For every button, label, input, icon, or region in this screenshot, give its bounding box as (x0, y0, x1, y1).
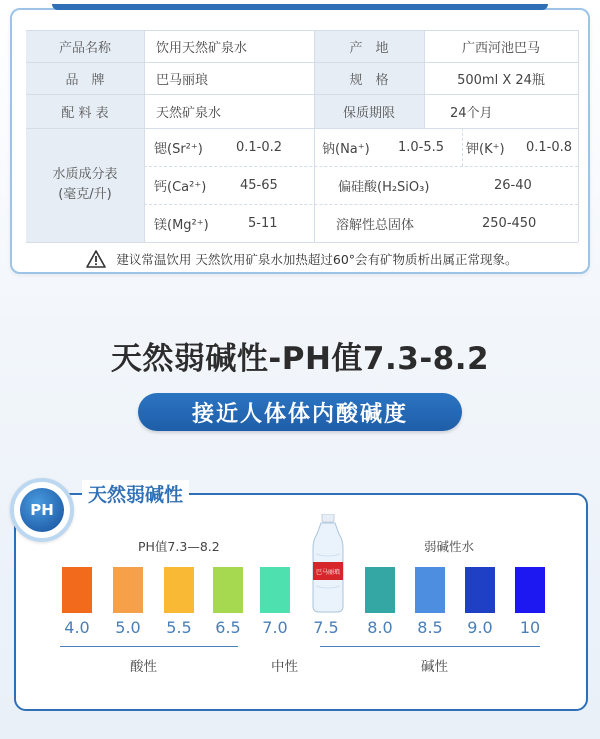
value-brand: 巴马丽琅 (156, 72, 209, 88)
ph-badge-label: PH (20, 488, 64, 532)
alkaline-range-line (320, 646, 540, 647)
mineral-name-sr: 锶(Sr²⁺) (154, 141, 203, 157)
ph-swatch (260, 567, 290, 613)
water-bottle-image (306, 514, 350, 614)
ph-swatch (62, 567, 92, 613)
mineral-value-k: 0.1-0.8 (526, 139, 573, 155)
value-product-name: 饮用天然矿泉水 (156, 40, 248, 56)
mineral-value-sr: 0.1-0.2 (236, 139, 283, 155)
section-title: 天然弱碱性 (82, 480, 189, 507)
grid-line (26, 62, 578, 63)
value-shelf-life: 24个月 (450, 105, 493, 121)
mineral-name-k: 钾(K⁺) (466, 141, 505, 157)
ph-tick-label: 6.5 (215, 618, 241, 637)
ph-tick-label: 4.0 (64, 618, 90, 637)
label-mineral-content (26, 128, 144, 242)
ph-chart-card (14, 493, 588, 711)
mineral-name-na: 钠(Na⁺) (322, 141, 370, 157)
value-ingredients: 天然矿泉水 (156, 105, 222, 121)
label-origin: 产 地 (314, 30, 424, 62)
acid-label: 酸性 (130, 659, 157, 675)
spec-table (26, 30, 578, 242)
ph-swatch (515, 567, 545, 613)
ph-swatch (113, 567, 143, 613)
ph-tick-label: 8.5 (417, 618, 443, 637)
ph-tick-label: 9.0 (467, 618, 493, 637)
ph-tick-label: 7.0 (262, 618, 288, 637)
ph-tick-label: 10 (519, 618, 541, 637)
label-brand: 品 牌 (26, 62, 144, 94)
mineral-label-line1: 水质成分表 (52, 167, 118, 182)
mineral-value-na: 1.0-5.5 (398, 139, 445, 155)
grid-line (144, 30, 145, 242)
mineral-name-h2sio3: 偏硅酸(H₂SiO₃) (338, 179, 430, 195)
mineral-value-tds: 250-450 (482, 215, 537, 231)
neutral-label: 中性 (271, 659, 298, 675)
grid-line (424, 30, 425, 128)
grid-line (144, 166, 578, 167)
grid-line (144, 204, 578, 205)
ph-swatch (365, 567, 395, 613)
grid-line (26, 242, 578, 243)
mineral-name-tds: 溶解性总固体 (336, 217, 415, 233)
ph-badge (10, 478, 74, 542)
mineral-name-mg: 镁(Mg²⁺) (154, 217, 209, 233)
mineral-value-ca: 45-65 (240, 177, 278, 193)
mineral-value-mg: 5-11 (248, 215, 278, 231)
warning-note (26, 248, 578, 270)
warning-text: 建议常温饮用 天然饮用矿泉水加热超过60°会有矿物质析出属正常现象。 (116, 252, 518, 267)
grid-line (26, 94, 578, 95)
ph-tick-label: 5.5 (166, 618, 192, 637)
ph-tick-label: 8.0 (367, 618, 393, 637)
subtitle-pill: 接近人体体内酸碱度 (138, 393, 462, 431)
mineral-label-line2: (毫克/升) (58, 187, 112, 202)
ph-swatch (415, 567, 445, 613)
label-product-name: 产品名称 (26, 30, 144, 62)
label-shelf-life: 保质期限 (314, 94, 424, 128)
ph-swatch (164, 567, 194, 613)
product-spec-card (10, 8, 590, 274)
grid-line (26, 128, 578, 129)
ph-tick-label: 5.0 (115, 618, 141, 637)
value-origin: 广西河池巴马 (461, 40, 540, 56)
warning-icon (86, 250, 106, 268)
bottle-label-text: 巴马丽琅 (315, 569, 341, 576)
grid-line (578, 30, 579, 242)
mineral-name-ca: 钙(Ca²⁺) (154, 179, 207, 195)
grid-line (314, 30, 315, 242)
ph-tick-label: 7.5 (313, 618, 339, 637)
grid-line (462, 128, 463, 166)
mineral-value-h2sio3: 26-40 (494, 177, 532, 193)
alkaline-label: 碱性 (421, 659, 448, 675)
ph-swatch (465, 567, 495, 613)
grid-line (26, 30, 578, 31)
ph-range-caption: PH值7.3—8.2 (138, 539, 220, 554)
ph-swatch (213, 567, 243, 613)
label-spec: 规 格 (314, 62, 424, 94)
headline: 天然弱碱性-PH值7.3-8.2 (110, 341, 490, 377)
acid-range-line (60, 646, 238, 647)
value-spec: 500ml X 24瓶 (457, 72, 545, 88)
bottle-caption: 弱碱性水 (424, 539, 475, 554)
label-ingredients: 配 料 表 (26, 94, 144, 128)
